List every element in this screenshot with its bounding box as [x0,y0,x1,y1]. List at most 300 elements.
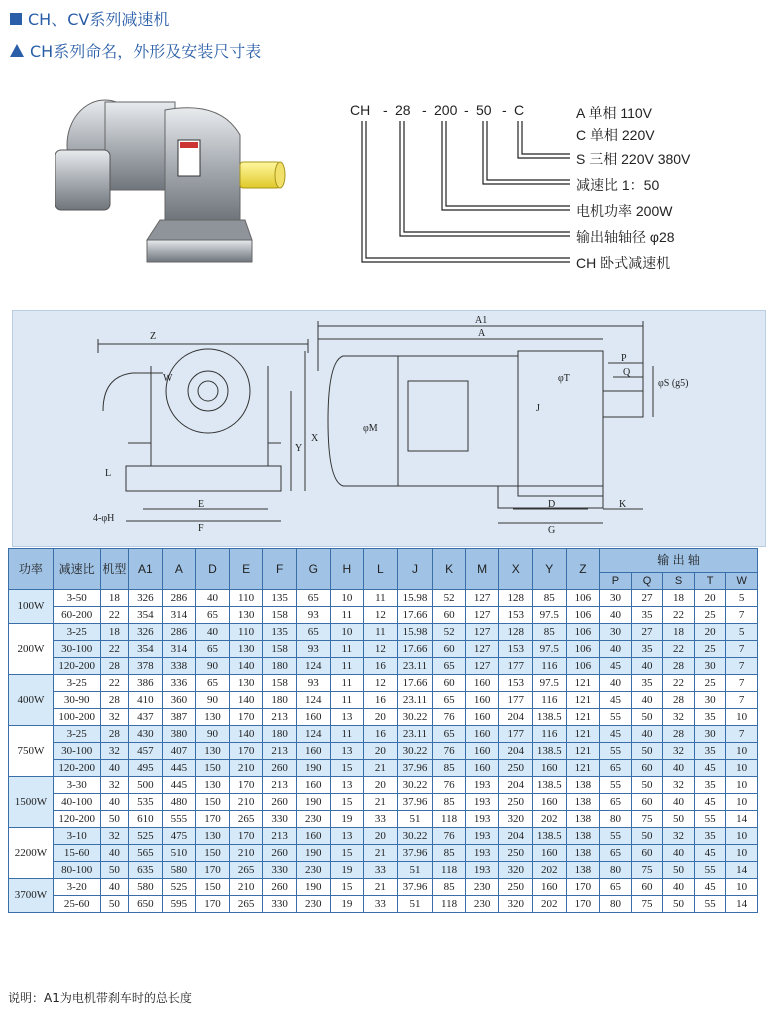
table-cell: 160 [533,794,567,811]
table-cell: 160 [533,879,567,896]
header-power: 功率 [9,549,54,590]
table-cell: 336 [162,675,196,692]
table-cell: 116 [533,692,567,709]
table-cell: 50 [100,811,128,828]
table-cell: 35 [631,675,663,692]
table-cell: 16 [364,692,398,709]
table-cell: 33 [364,896,398,913]
table-cell: 93 [296,675,330,692]
table-cell: 138 [566,862,600,879]
table-cell: 128 [499,624,533,641]
table-cell: 595 [162,896,196,913]
table-cell: 121 [566,709,600,726]
table-cell: 55 [694,896,726,913]
table-cell: 33 [364,811,398,828]
table-cell: 500 [129,777,163,794]
table-cell: 230 [465,879,499,896]
table-cell: 475 [162,828,196,845]
table-cell: 457 [129,743,163,760]
table-cell: 76 [433,709,466,726]
table-cell: 30-90 [53,692,100,709]
table-cell: 160 [465,760,499,777]
table-cell: 32 [100,777,128,794]
table-cell: 40 [196,590,230,607]
table-cell: 138.5 [533,743,567,760]
code-power: 200 [434,102,458,118]
table-cell: 40 [100,794,128,811]
table-cell: 18 [100,590,128,607]
table-cell: 106 [566,607,600,624]
table-cell: 177 [499,726,533,743]
table-cell: 80 [600,811,632,828]
table-cell: 204 [499,743,533,760]
header-m: M [465,549,499,590]
table-cell: 260 [263,760,297,777]
table-cell: 330 [263,862,297,879]
table-cell: 50 [631,709,663,726]
power-cell: 200W [9,624,54,675]
table-cell: 330 [263,811,297,828]
table-cell: 127 [465,624,499,641]
table-cell: 15 [330,879,364,896]
table-cell: 170 [566,879,600,896]
table-cell: 210 [229,879,263,896]
table-cell: 21 [364,794,398,811]
triangle-bullet-icon [10,44,24,57]
power-cell: 400W [9,675,54,726]
table-cell: 150 [196,794,230,811]
table-cell: 10 [726,828,758,845]
table-cell: 85 [433,794,466,811]
table-cell: 85 [433,845,466,862]
power-group [9,675,758,726]
table-cell: 480 [162,794,196,811]
table-cell: 12 [364,607,398,624]
power-cell: 750W [9,726,54,777]
table-cell: 90 [196,658,230,675]
table-cell: 65 [433,692,466,709]
table-cell: 150 [196,760,230,777]
table-cell: 230 [296,896,330,913]
code-ratio: 50 [476,102,492,118]
table-cell: 204 [499,777,533,794]
table-cell: 110 [229,624,263,641]
power-group [9,777,758,828]
dim-a1: A1 [475,315,488,326]
voltage-option-s: S 三相 220V 380V [576,151,691,167]
table-cell: 37.96 [397,794,433,811]
dim-a: A [478,328,486,339]
table-cell: 230 [465,896,499,913]
table-cell: 202 [533,811,567,828]
table-cell: 650 [129,896,163,913]
table-cell: 40 [100,845,128,862]
table-cell: 40 [631,658,663,675]
table-row [9,726,758,743]
table-cell: 30-100 [53,641,100,658]
table-cell: 60 [631,845,663,862]
ratio-legend: 减速比 1：50 [576,177,660,193]
table-cell: 45 [694,845,726,862]
table-cell: 354 [129,641,163,658]
table-cell: 3-25 [53,675,100,692]
table-cell: 140 [229,658,263,675]
table-row [9,760,758,777]
table-cell: 52 [433,590,466,607]
table-cell: 28 [663,726,695,743]
table-cell: 202 [533,862,567,879]
table-cell: 22 [663,607,695,624]
table-cell: 314 [162,607,196,624]
table-cell: 193 [465,828,499,845]
table-cell: 138 [566,845,600,862]
table-cell: 28 [663,658,695,675]
section-title [10,39,261,62]
table-cell: 32 [100,709,128,726]
table-cell: 22 [100,675,128,692]
table-cell: 180 [263,658,297,675]
table-cell: 7 [726,641,758,658]
table-row [9,709,758,726]
table-cell: 55 [694,811,726,828]
header-shaft-p: P [600,573,632,590]
table-cell: 160 [465,743,499,760]
table-cell: 3-20 [53,879,100,896]
table-cell: 106 [566,624,600,641]
table-cell: 121 [566,692,600,709]
table-cell: 30 [694,658,726,675]
header-x: X [499,549,533,590]
table-cell: 65 [196,675,230,692]
header-ratio: 减速比 [53,549,100,590]
table-cell: 130 [229,607,263,624]
table-cell: 50 [631,743,663,760]
table-cell: 118 [433,862,466,879]
table-cell: 160 [296,709,330,726]
dim-q: Q [623,367,631,378]
table-cell: 213 [263,828,297,845]
table-cell: 160 [296,743,330,760]
table-cell: 93 [296,607,330,624]
table-cell: 106 [566,658,600,675]
table-cell: 338 [162,658,196,675]
table-cell: 10 [726,794,758,811]
table-cell: 22 [100,641,128,658]
table-cell: 65 [600,845,632,862]
table-cell: 10 [330,590,364,607]
table-cell: 190 [296,794,330,811]
table-cell: 5 [726,624,758,641]
table-cell: 14 [726,811,758,828]
table-cell: 127 [465,590,499,607]
table-cell: 20 [694,590,726,607]
code-series: CH [350,102,371,118]
table-cell: 193 [465,794,499,811]
table-cell: 35 [694,709,726,726]
table-cell: 204 [499,709,533,726]
table-cell: 16 [364,658,398,675]
table-cell: 40 [600,675,632,692]
table-cell: 22 [663,675,695,692]
table-cell: 210 [229,760,263,777]
table-cell: 3-30 [53,777,100,794]
table-cell: 40 [600,641,632,658]
table-row [9,862,758,879]
table-cell: 320 [499,862,533,879]
square-bullet-icon [10,13,22,25]
table-cell: 85 [433,879,466,896]
table-cell: 360 [162,692,196,709]
table-cell: 97.5 [533,675,567,692]
table-cell: 15.98 [397,624,433,641]
table-cell: 320 [499,896,533,913]
table-cell: 13 [330,777,364,794]
dim-k: K [619,499,627,510]
table-cell: 130 [229,675,263,692]
table-cell: 27 [631,590,663,607]
dim-s: φS (g5) [658,378,689,389]
table-cell: 10 [726,879,758,896]
table-cell: 535 [129,794,163,811]
table-cell: 118 [433,896,466,913]
table-cell: 635 [129,862,163,879]
shaft-legend: 输出轴轴径 φ28 [576,229,675,245]
table-cell: 40 [100,760,128,777]
header-shaft-q: Q [631,573,663,590]
table-cell: 140 [229,692,263,709]
table-cell: 25 [694,607,726,624]
table-cell: 7 [726,692,758,709]
table-cell: 213 [263,777,297,794]
table-cell: 30 [600,590,632,607]
table-cell: 35 [631,641,663,658]
table-row [9,845,758,862]
table-cell: 180 [263,692,297,709]
table-cell: 193 [465,862,499,879]
table-cell: 20 [364,743,398,760]
table-cell: 32 [663,777,695,794]
table-cell: 30.22 [397,743,433,760]
table-cell: 121 [566,726,600,743]
table-cell: 18 [663,590,695,607]
table-cell: 138.5 [533,709,567,726]
table-cell: 158 [263,607,297,624]
table-cell: 286 [162,590,196,607]
table-row [9,811,758,828]
table-cell: 130 [196,743,230,760]
table-cell: 12 [364,641,398,658]
table-cell: 30.22 [397,828,433,845]
table-cell: 120-200 [53,760,100,777]
dim-p: P [621,353,627,364]
table-cell: 320 [499,811,533,828]
header-shaft-s: S [663,573,695,590]
table-cell: 30-100 [53,743,100,760]
table-cell: 40 [663,760,695,777]
table-cell: 11 [330,658,364,675]
table-cell: 19 [330,862,364,879]
table-cell: 93 [296,641,330,658]
table-cell: 40 [100,879,128,896]
series-title-text: CH、CV系列减速机 [28,10,170,29]
table-cell: 170 [229,709,263,726]
table-cell: 40 [663,879,695,896]
power-group [9,624,758,675]
dim-g: G [548,525,556,536]
table-cell: 170 [229,777,263,794]
table-cell: 10 [726,709,758,726]
table-cell: 330 [263,896,297,913]
dim-y: Y [295,443,303,454]
table-cell: 314 [162,641,196,658]
table-cell: 30 [694,726,726,743]
table-cell: 100-200 [53,709,100,726]
table-cell: 7 [726,607,758,624]
table-cell: 430 [129,726,163,743]
table-cell: 65 [196,607,230,624]
table-cell: 55 [694,862,726,879]
header-shaft-t: T [694,573,726,590]
table-cell: 25 [694,675,726,692]
header-e: E [229,549,263,590]
table-cell: 11 [364,590,398,607]
table-cell: 14 [726,862,758,879]
table-cell: 15 [330,760,364,777]
table-cell: 28 [100,692,128,709]
table-cell: 10 [726,760,758,777]
header-k: K [433,549,466,590]
table-cell: 65 [296,590,330,607]
table-cell: 158 [263,641,297,658]
dim-l: L [105,468,112,479]
table-cell: 15.98 [397,590,433,607]
table-cell: 75 [631,896,663,913]
table-cell: 33 [364,862,398,879]
table-cell: 326 [129,590,163,607]
table-cell: 160 [533,845,567,862]
table-row [9,777,758,794]
table-cell: 85 [533,624,567,641]
table-cell: 50 [100,862,128,879]
table-cell: 160 [465,726,499,743]
table-cell: 55 [600,777,632,794]
header-a1: A1 [129,549,163,590]
table-cell: 127 [465,641,499,658]
table-cell: 51 [397,896,433,913]
table-cell: 13 [330,828,364,845]
table-cell: 40 [196,624,230,641]
table-cell: 25 [694,641,726,658]
table-cell: 116 [533,658,567,675]
table-cell: 127 [465,658,499,675]
header-f: F [263,549,297,590]
svg-text:-: - [422,102,427,118]
table-cell: 138 [566,811,600,828]
table-row [9,896,758,913]
table-cell: 19 [330,896,364,913]
dim-f: F [198,523,204,534]
table-cell: 52 [433,624,466,641]
table-cell: 170 [196,896,230,913]
table-cell: 265 [229,811,263,828]
table-cell: 580 [129,879,163,896]
table-cell: 250 [499,879,533,896]
table-row [9,794,758,811]
table-cell: 40 [631,692,663,709]
table-cell: 60 [433,607,466,624]
table-cell: 7 [726,675,758,692]
table-cell: 80 [600,896,632,913]
table-cell: 37.96 [397,879,433,896]
table-cell: 16 [364,726,398,743]
table-cell: 11 [330,692,364,709]
table-cell: 387 [162,709,196,726]
table-cell: 30 [600,624,632,641]
table-cell: 138 [566,794,600,811]
table-cell: 124 [296,726,330,743]
table-cell: 97.5 [533,641,567,658]
table-cell: 116 [533,726,567,743]
table-cell: 202 [533,896,567,913]
table-cell: 510 [162,845,196,862]
table-cell: 170 [196,811,230,828]
table-row [9,590,758,607]
table-cell: 445 [162,777,196,794]
table-cell: 32 [100,828,128,845]
table-cell: 50 [663,896,695,913]
table-cell: 160 [296,828,330,845]
table-cell: 10 [726,777,758,794]
table-cell: 32 [663,743,695,760]
section-title-text: CH系列命名，外形及安装尺寸表 [30,42,262,61]
table-cell: 7 [726,658,758,675]
dim-e: E [198,499,205,510]
code-voltage: C [514,102,525,118]
table-cell: 250 [499,794,533,811]
header-a: A [162,549,196,590]
table-cell: 25-60 [53,896,100,913]
code-shaft: 28 [395,102,411,118]
table-cell: 110 [229,590,263,607]
table-cell: 260 [263,794,297,811]
header-y: Y [533,549,567,590]
table-cell: 55 [600,709,632,726]
header-l: L [364,549,398,590]
table-cell: 23.11 [397,726,433,743]
table-cell: 138 [566,828,600,845]
power-cell: 3700W [9,879,54,913]
table-row [9,624,758,641]
table-cell: 121 [566,743,600,760]
table-cell: 130 [229,641,263,658]
model-code-diagram [340,95,760,285]
table-cell: 65 [600,794,632,811]
table-cell: 160 [296,777,330,794]
table-cell: 40 [600,607,632,624]
table-cell: 75 [631,862,663,879]
type-legend: CH 卧式减速机 [576,255,671,271]
table-cell: 210 [229,845,263,862]
table-cell: 410 [129,692,163,709]
table-cell: 170 [229,743,263,760]
table-cell: 230 [296,811,330,828]
table-cell: 23.11 [397,692,433,709]
table-cell: 35 [694,828,726,845]
table-cell: 260 [263,845,297,862]
table-cell: 106 [566,641,600,658]
table-cell: 50 [631,828,663,845]
table-cell: 250 [499,760,533,777]
